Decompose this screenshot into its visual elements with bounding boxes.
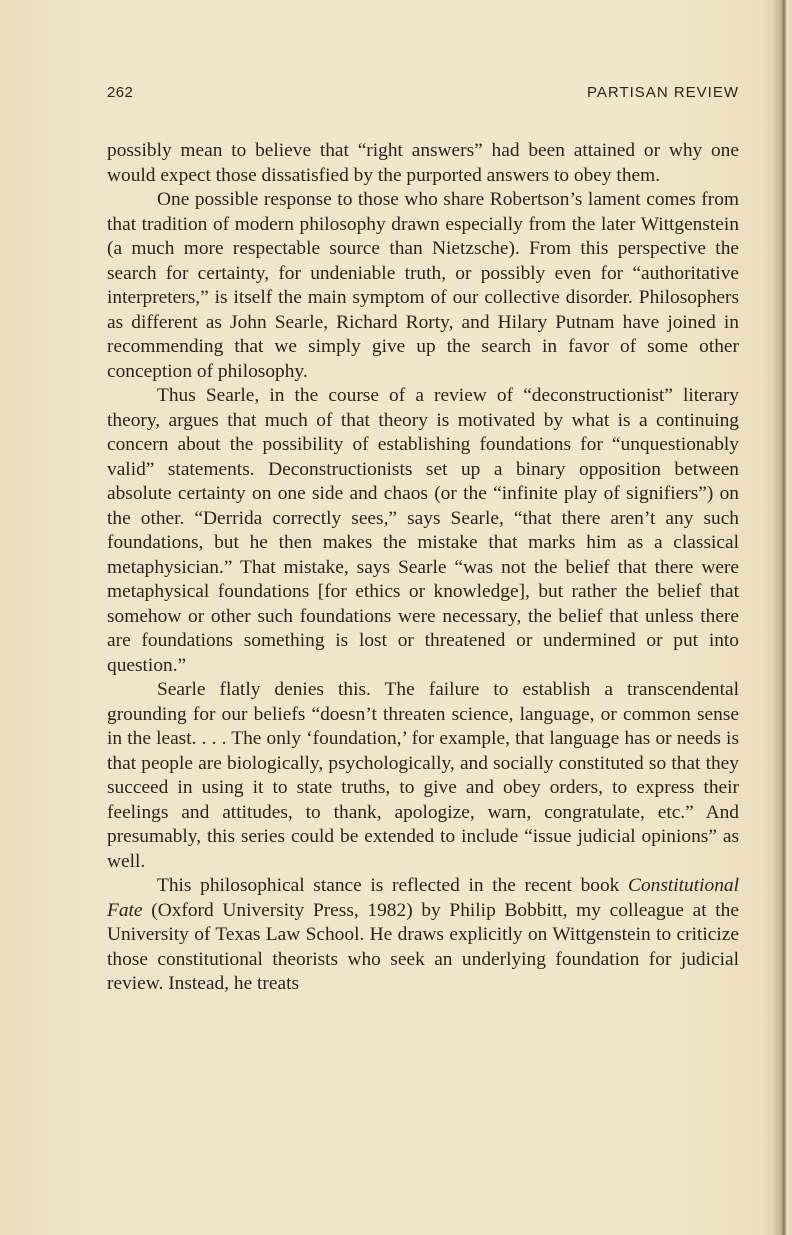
running-head: PARTISAN REVIEW <box>587 84 739 101</box>
body-text <box>107 139 739 997</box>
page-number: 262 <box>107 84 134 101</box>
paragraph: Thus Searle, in the course of a review of “deconstructionist” literary theory, argues that much of that theory is motivated by what is a continuing concern about the possibility of establishing foundations for “unquestionably valid” statements. Deconstructionists set up a binary opposition between absolute certainty on one side and chaos (or the “infinite play of signifiers”) on the other. “Derrida correctly sees,” says Searle, “that there aren’t any such foundations, but he then makes the mistake that marks him as a classical metaphysician.” That mistake, says Searle “was not the belief that there were metaphysical foundations [for ethics or knowledge], but rather the belief that somehow or other such foundations were necessary, the belief that unless there are foundations something is lost or threatened or undermined or put into question.” <box>107 385 739 676</box>
paragraph-continued: possibly mean to believe that “right answers” had been attained or why one would expect those dissatisfied by the purported answers to obey them. <box>107 140 739 186</box>
paragraph-text: This philosophical stance is reflected in the recent book <box>157 875 629 896</box>
book-title: Constitutional Fate <box>107 875 739 921</box>
book-spine-shadow <box>772 0 792 1235</box>
paragraph-text: (Oxford University Press, 1982) by Philip Bobbitt, my colleague at the University of Texas Law School. He draws explicitly on Wittgenstein to criticize those constitutional theorists who seek an underlying foundation for judicial review. Instead, he treats <box>107 899 739 994</box>
paragraph: One possible response to those who share Robertson’s lament comes from that tradition of modern philosophy drawn especially from the later Wittgenstein (a much more respectable source than Nietzsche). From this perspective the search for certainty, for undeniable truth, or possibly even for “authoritative interpreters,” is itself the main symptom of our collective disorder. Philosophers as different as John Searle, Richard Rorty, and Hilary Putnam have joined in recommending that we simply give up the search in favor of some other conception of philosophy. <box>107 189 739 382</box>
paragraph: Searle flatly denies this. The failure to establish a transcendental grounding for our beliefs “doesn’t threaten science, language, or common sense in the least. . . . The only ‘foundation,’ for example, that language has or needs is that people are biologically, psychologically, and socially constituted so that they succeed in using it to state truths, to give and obey orders, to express their feelings and attitudes, to thank, apologize, warn, congratulate, etc.” And presumably, this series could be extended to include “issue judicial opinions” as well. <box>107 679 739 872</box>
page-header <box>107 84 739 106</box>
paragraph <box>107 874 739 997</box>
